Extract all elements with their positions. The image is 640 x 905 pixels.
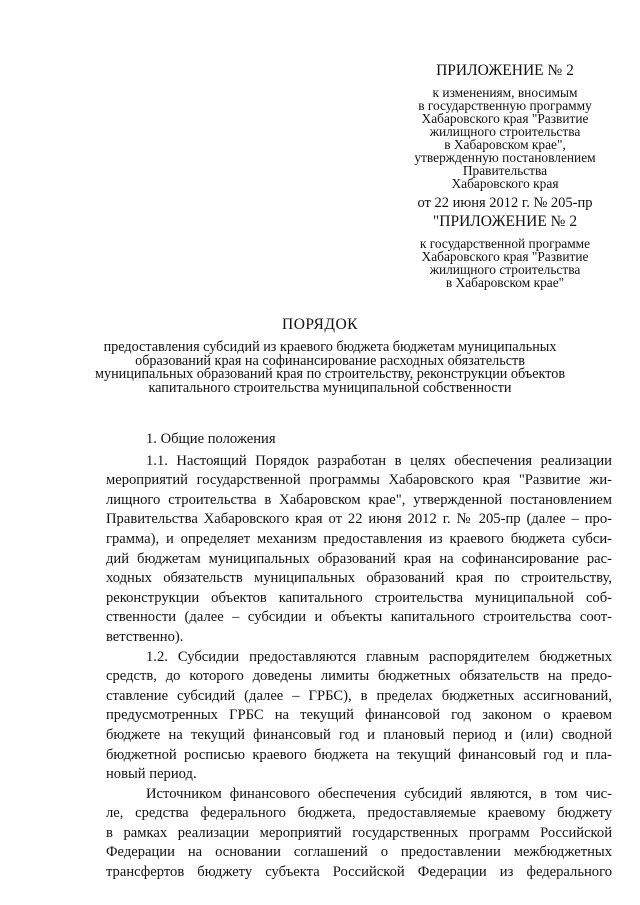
appendix-main-date: от 22 июня 2012 г. № 205-пр xyxy=(417,195,593,211)
appendix-main-title: ПРИЛОЖЕНИЕ № 2 xyxy=(436,62,574,79)
text-line: грамма), и определяет механизм предоставления из краевого бюджета субси- xyxy=(106,530,612,547)
text-line: предусмотренных ГРБС на текущий финансовой год законом о краевом xyxy=(106,707,612,724)
appendix-main-line: жилищного строительства xyxy=(429,124,581,139)
text-line: реконструкции объектов капитального строительства муниципальной соб- xyxy=(106,589,612,606)
paragraph-1-2 xyxy=(106,648,612,785)
text-line: средств, до которого доведены лимиты бюджетных обязательств на предо- xyxy=(106,668,612,685)
text-line: 1.1. Настоящий Порядок разработан в целях обеспечения реализации xyxy=(146,452,612,469)
appendix-program-line: к государственной программе xyxy=(419,236,591,251)
text-line: трансфертов бюджету субъекта Российской Федерации из федерального xyxy=(106,864,612,881)
document-subtitle xyxy=(95,341,565,395)
section-heading: 1. Общие положения xyxy=(146,431,276,447)
document-subtitle-line: предоставления субсидий из краевого бюджета бюджетам муниципальных xyxy=(103,339,557,355)
text-line: мероприятий государственной программы Хабаровского края "Развитие жи- xyxy=(106,472,612,489)
document-title: ПОРЯДОК xyxy=(282,316,358,333)
text-line: Источником финансового обеспечения субсидий являются, в том чис- xyxy=(146,785,612,802)
document-subtitle-line: образований края на софинансирование расходных обязательств xyxy=(135,352,525,369)
appendix-main-line: в государственную программу xyxy=(418,98,592,113)
paragraph-1-1 xyxy=(106,452,612,648)
text-line: бюджете на текущий финансовый год и плановый период и (или) сводной xyxy=(106,726,612,743)
text-line: Федерации на основании соглашений о предоставлении межбюджетных xyxy=(106,844,612,861)
appendix-main-line: Хабаровского края xyxy=(451,176,559,191)
appendix-main-line: в Хабаровском крае", xyxy=(444,137,566,152)
paragraph-funding-sources xyxy=(106,785,612,883)
text-line: новый период. xyxy=(106,766,197,783)
appendix-program-line: Хабаровского края "Развитие xyxy=(421,249,589,264)
appendix-main-line: Правительства xyxy=(462,163,548,178)
document-subtitle-line: капитального строительства муниципальной собственности xyxy=(148,379,512,396)
text-line: ственности (далее – субсидии и объекты капитального строительства соот- xyxy=(106,609,612,626)
appendix-program-line: жилищного строительства xyxy=(429,262,581,277)
document-subtitle-line: муниципальных образований края по строительству, реконструкции объектов xyxy=(95,366,566,382)
document-body xyxy=(106,430,612,883)
text-line: дий бюджетам муниципальных образований края на софинансирование рас- xyxy=(106,550,612,567)
text-line: ветственно). xyxy=(106,628,184,645)
appendix-program-title: "ПРИЛОЖЕНИЕ № 2 xyxy=(432,213,578,230)
text-line: бюджетной росписью краевого бюджета на текущий финансовый год и пла- xyxy=(106,746,612,763)
text-line: ле, средства федерального бюджета, предоставляемые краевому бюджету xyxy=(106,805,612,822)
text-line: ставление субсидий (далее – ГРБС), в пределах бюджетных ассигнований, xyxy=(106,687,612,704)
appendix-header-program xyxy=(390,213,620,289)
appendix-program-line: в Хабаровском крае" xyxy=(445,275,565,290)
appendix-main-line: утвержденную постановлением xyxy=(414,150,596,165)
text-line: ходных обязательств муниципальных образований края по строительству, xyxy=(106,570,612,587)
text-line: лищного строительства в Хабаровском крае", утвержденной постановлением xyxy=(106,491,612,508)
appendix-main-line: Хабаровского края "Развитие xyxy=(421,111,589,126)
text-line: 1.2. Субсидии предоставляются главным распорядителем бюджетных xyxy=(146,648,612,665)
text-line: Правительства Хабаровского края от 22 июня 2012 г. № 205-пр (далее – про- xyxy=(106,511,612,528)
appendix-main-line: к изменениям, вносимым xyxy=(432,85,578,100)
appendix-header-main xyxy=(390,62,620,210)
text-line: в рамках реализации мероприятий государственных программ Российской xyxy=(106,824,612,841)
